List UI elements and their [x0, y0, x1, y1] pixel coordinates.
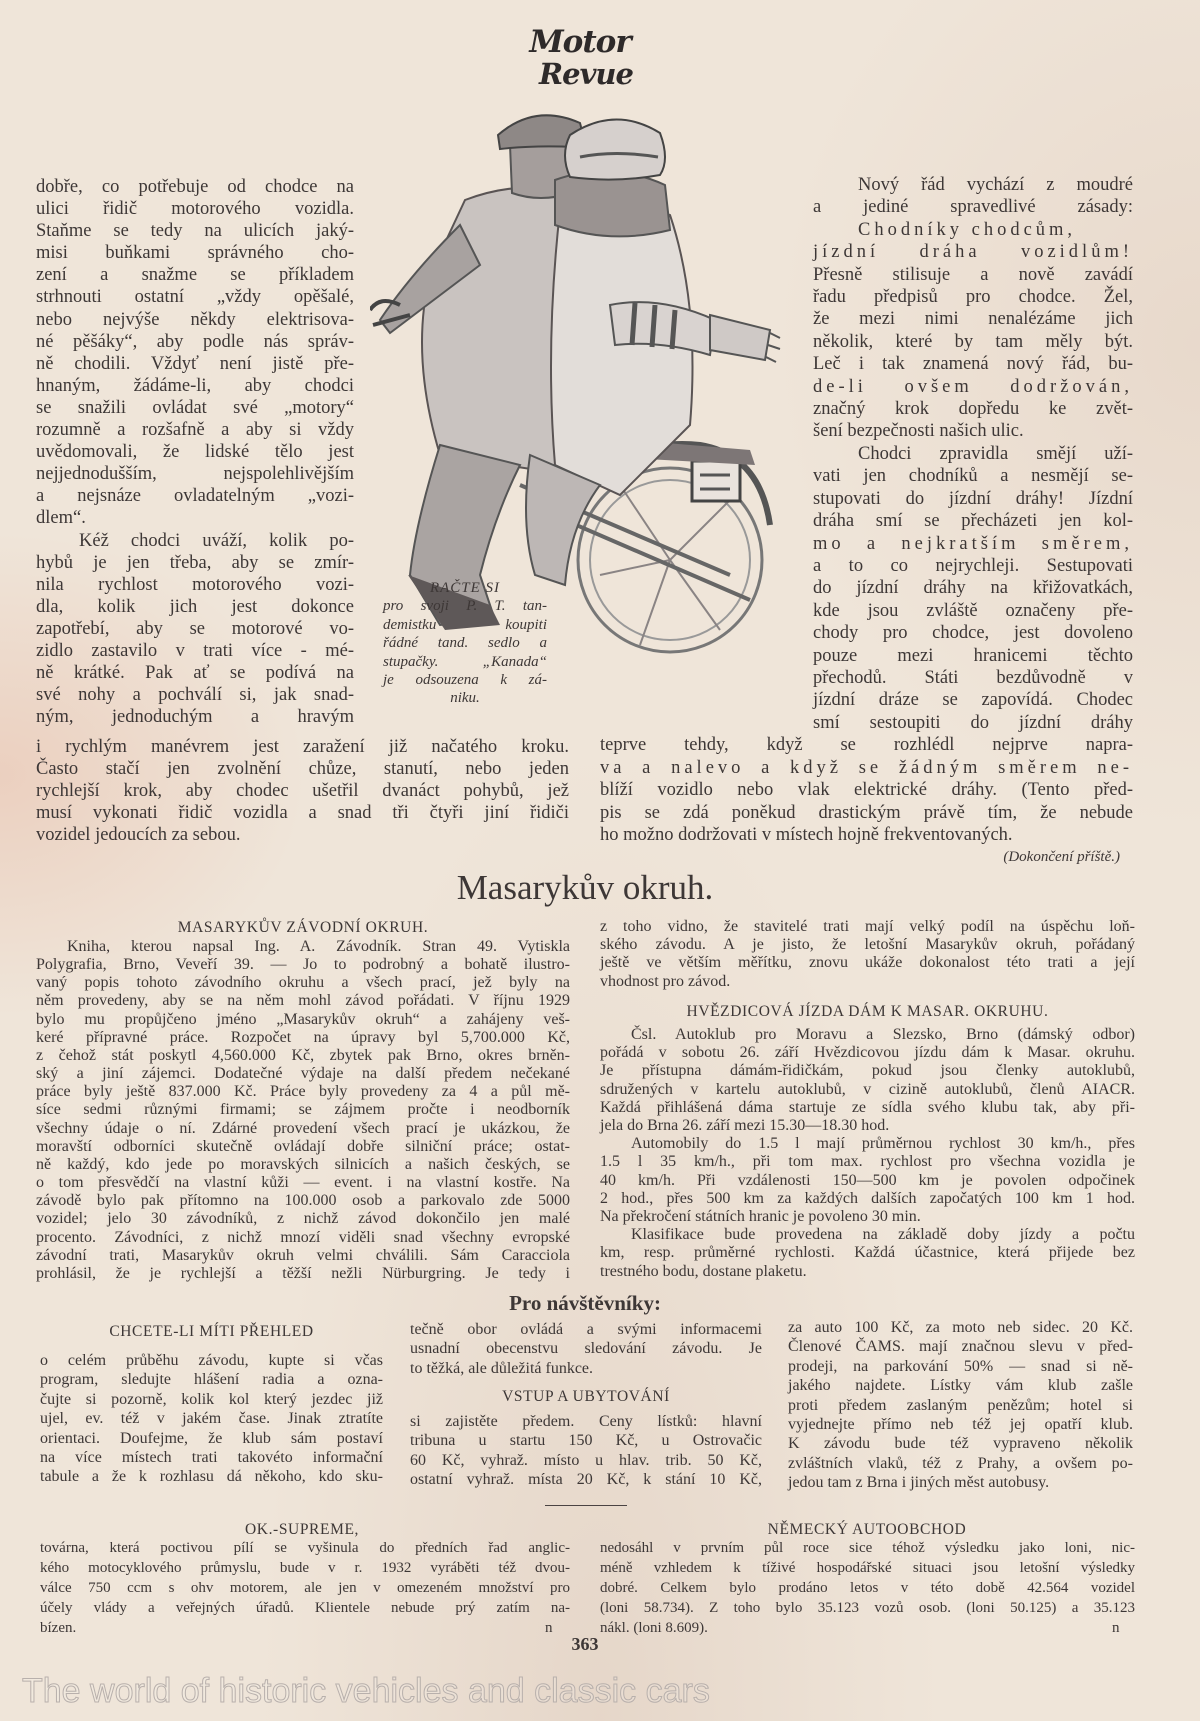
watermark-tagline: The world of historic vehicles and classic cars: [22, 1672, 710, 1710]
text-line: rozumně a rozšafně a aby si vždy: [36, 420, 354, 441]
text-line: bízen.: [40, 1620, 77, 1636]
text-line: hybů je jen třeba, aby se zmír-: [36, 552, 354, 573]
woman-hat: [565, 119, 665, 179]
text-line: hnaným, žádáme-li, aby chodci: [36, 375, 354, 396]
text-line: Na překročení státních hranic je povoleno 30 min.: [600, 1208, 921, 1226]
text-line: Automobily do 1.5 l mají průměrnou rychlost 30 km/h., přes: [631, 1135, 1135, 1153]
text-line: účely vlády a veřejných úřadů. Klientele nebude prý zatím na-: [40, 1600, 570, 1616]
text-line: 2 hod., přes 500 km za každých dalších započatých 100 km 1 hod.: [600, 1189, 1135, 1207]
text-line: niku.: [450, 690, 480, 707]
text-line: jedou tam z Brna i jiných měst autobusy.: [788, 1474, 1050, 1492]
text-line: šení bezpečnosti našich ulic.: [813, 421, 1024, 442]
text-line: z čehož stát poskytl 4,560.000 Kč, zbytek pak Brno, okres brněn-: [36, 1046, 570, 1064]
continuation-note: (Dokončení příště.): [1003, 849, 1120, 865]
text-line: nedosáhl v prvním půl roce sice téhož výsledku jako loni, nic-: [600, 1540, 1135, 1556]
text-line: dla, kolik jich jest dokonce: [36, 596, 354, 617]
text-line: a to co nejrychleji. Sestupovati: [813, 555, 1133, 576]
text-line: orientaci. Doufejme, že klub sám postaví: [40, 1429, 383, 1447]
page-number: 363: [571, 1634, 599, 1654]
text-line: si zajistěte předem. Ceny lístků: hlavní: [410, 1413, 762, 1430]
text-line: vhodnost pro závod.: [600, 972, 731, 990]
text-line: ský a jiní zájemci. Dodatečné výdaje na další předem nečekané: [36, 1065, 570, 1083]
text-line: je odsouzena k zá-: [383, 672, 547, 689]
text-line: pořádá v sobotu 26. září Hvězdicovou jízdu dám k Masar. okruhu.: [600, 1044, 1135, 1062]
fur-collar: [555, 171, 670, 236]
text-line: de-li ovšem dodržován,: [813, 376, 1133, 397]
license-plate: [692, 461, 740, 501]
text-line: ulici řidič motorového vozidla.: [36, 199, 354, 220]
text-line: kde jsou zvláště označeny pře-: [813, 600, 1133, 621]
text-line: všechny údaje o ní. Zdárné provedení všech prací je ukázkou, že: [36, 1119, 570, 1137]
caption-heading: RAČTE SI: [429, 580, 501, 596]
text-line: Chodníky chodcům,: [858, 219, 1077, 240]
text-line: ského závodu. A je jisto, že letošní Masarykův okruh, pořádaný: [600, 936, 1135, 954]
text-line: vozidel jedoucích za sebou.: [36, 825, 241, 845]
scarf: [710, 315, 780, 362]
text-line: procento. Závodníci, z nichž mnozí viděli snad všechny evropské: [36, 1228, 570, 1246]
text-line: Staňme se tedy na ulicích jaký-: [36, 221, 354, 242]
text-line: Členové ČAMS. mají značnou slevu v před-: [788, 1338, 1133, 1356]
text-line: 60 Kč, vyhraž. místo u hlav. trib. 50 Kč,: [410, 1451, 762, 1469]
text-line: musí vykonati řidič vozidla a snad tři čtyři jiní řidiči: [36, 803, 569, 823]
text-line: válce 750 ccm s ohv motorem, ale jen v omezeném množství pro: [40, 1580, 570, 1596]
text-line: své nohy a pochválí si, jak snad-: [36, 685, 354, 706]
text-line: a jediné spravedlivé zásady:: [813, 197, 1133, 218]
text-line: bylo mu propůjčeno jméno „Masarykův okruh“ a zahájeny veš-: [36, 1010, 570, 1028]
text-line: proti předem zaslaným penězům; hotel si: [788, 1396, 1133, 1414]
german-trade-heading: NĚMECKÝ AUTOOBCHOD: [767, 1521, 967, 1538]
text-line: Kniha, kterou napsal Ing. A. Závodník. Stran 49. Vytiskla: [67, 938, 570, 955]
text-line: Je přístupna dámám-řidičkám, pokud jsou členky autoklubů,: [600, 1062, 1135, 1080]
text-line: (loni 58.734). Z toho bylo 35.123 vozů osob. (loni 50.125) a 35.123: [600, 1600, 1135, 1616]
text-line: o celém průběhu závodu, kupte si včas: [40, 1352, 383, 1369]
text-line: ným, jednoduchým a hravým: [36, 707, 354, 728]
overview-heading: CHCETE-LI MÍTI PŘEHLED: [109, 1323, 314, 1340]
logo-line-2: Revue: [539, 57, 633, 91]
text-line: z toho vidno, že stavitelé trati mají velký podíl na úspěchu loň-: [600, 918, 1135, 935]
text-line: Chodci zpravidla smějí uží-: [858, 443, 1133, 464]
section-divider: [545, 1505, 627, 1506]
text-line: ještě ve větším měřítku, znovu ukáže dokonalost této trati a její: [600, 954, 1135, 972]
entry-text: [410, 1412, 762, 1490]
text-line: dlem“.: [36, 508, 86, 529]
text-line: Často stačí jen zvolnění chůze, stanutí, nebo jeden: [36, 759, 569, 779]
text-line: vaný popis tohoto závodního okruhu a všech prací, jež byly na: [36, 974, 570, 992]
german-trade-text: [600, 1538, 1135, 1638]
text-line: Klasifikace bude provedena na základě doby jízdy a počtu: [631, 1226, 1135, 1244]
logo-line-1: Motor: [529, 24, 631, 60]
text-line: sdružených v kartelu autoklubů, v cizině autoklubů, členů AIACR.: [600, 1080, 1135, 1098]
text-line: prodeji, na parkování 50% — snad si ně-: [788, 1357, 1133, 1375]
text-line: keré přípravné práce. Rozpočet na úpravy byl 5,700.000 Kč,: [36, 1028, 570, 1046]
ok-supreme-heading: OK.-SUPREME,: [245, 1521, 359, 1538]
text-line: 1.5 l 35 km/h., při tom max. rychlost pro všechna vozidla je: [600, 1153, 1135, 1171]
article-left-wide-lines: [36, 736, 569, 846]
text-line: nejjednodušším, nejspolehlivějším: [36, 464, 354, 485]
text-line: čujte si pozorně, kolik kol který jezdec již: [40, 1390, 383, 1408]
text-line: ho možno dodržovati v místech hojně frekventovaných.: [600, 825, 1013, 845]
german-trade-end-mark: n: [1112, 1620, 1120, 1636]
text-line: ně chodili. Vždyť není jistě pře-: [36, 353, 354, 374]
text-line: stupovati do jízdní dráhy! Jízdní: [813, 488, 1133, 509]
text-line: pro svoji P. T. tan-: [383, 598, 547, 615]
text-line: Přesně stilisuje a nově zavádí: [813, 264, 1133, 285]
text-line: né pěšáky“, aby podle nás správ-: [36, 331, 354, 352]
text-line: dobré. Celkem bylo prodáno letos v této době 42.564 vozidel: [600, 1580, 1135, 1596]
ladies-rally-heading: HVĚZDICOVÁ JÍZDA DÁM K MASAR. OKRUHU.: [686, 1003, 1049, 1020]
ok-supreme-end-mark: n: [545, 1620, 553, 1636]
text-line: méně vzhledem k tíživé hospodářské situaci jsou letošní výsledky: [600, 1560, 1135, 1576]
text-line: nila rychlost motorového vozi-: [36, 574, 354, 595]
text-line: za auto 100 Kč, za moto neb sidec. 20 Kč.: [788, 1319, 1133, 1336]
text-line: demistku koupiti: [383, 616, 547, 633]
woman-rider: [526, 119, 780, 585]
caption-text: [383, 597, 547, 707]
ok-supreme-text: [40, 1538, 570, 1638]
text-line: 40 km/h. Při vzdálenosti 150—500 km je povolen odpočinek: [600, 1171, 1135, 1189]
article-right-wide-lines: [600, 734, 1133, 847]
text-line: usnadní obecenstvu sledování závodu. Je: [410, 1340, 762, 1358]
text-line: chody pro chodce, jest dovoleno: [813, 623, 1133, 644]
text-line: ostatní vyhraž. místa 20 Kč, k stání 10 Kč,: [410, 1471, 762, 1489]
text-line: vati jen chodníků a nesmějí se-: [813, 466, 1133, 487]
text-line: Čsl. Autoklub pro Moravu a Slezsko, Brno (dámský odbor): [631, 1026, 1135, 1043]
text-line: řadu předpisů pro chodce. Žel,: [813, 287, 1133, 308]
text-line: pouze mezi hranicemi těchto: [813, 645, 1133, 666]
text-line: ně každý, kdo jede po moravských silnicích a našich českých, se: [36, 1155, 570, 1173]
text-line: Kéž chodci uváží, kolik po-: [79, 530, 354, 551]
text-line: závodní trati, Masarykův okruh velmi chválili. Sám Caracciola: [36, 1246, 570, 1264]
text-line: vyjednejte přímo neb též jej opatří klub.: [788, 1416, 1133, 1434]
entry-heading: VSTUP A UBYTOVÁNÍ: [502, 1388, 670, 1405]
text-line: že mezi nimi nenalézáme jich: [813, 309, 1133, 330]
text-line: K závodu bude též vypraveno několik: [788, 1435, 1133, 1453]
illustration-caption: [383, 579, 547, 708]
book-review-text-continued: [600, 918, 1135, 991]
text-line: řádné tand. sedlo a: [383, 635, 547, 652]
text-line: tabule a že k rozhlasu dá někoho, kdo sku-: [40, 1468, 383, 1486]
text-line: zení a snažme se příkladem: [36, 265, 354, 286]
text-line: mo a nejkratším směrem,: [813, 533, 1133, 554]
article-left-column: [36, 176, 354, 728]
text-line: jízdní dráze se zapovídá. Chodec: [813, 690, 1133, 711]
text-line: přechodů. Státi bezdůvodně v: [813, 667, 1133, 688]
text-line: Polygrafia, Brno, Veveří 39. — Jo to podrobný a bohatě ilustro-: [36, 956, 570, 974]
text-line: ujel, ev. též v jakém čase. Jinak ztratíte: [40, 1410, 383, 1428]
text-line: síce sedmi různými firmami; se zájmem pročte i neodborník: [36, 1101, 570, 1119]
ladies-rally-text: [600, 1026, 1135, 1281]
book-heading: MASARYKŮV ZÁVODNÍ OKRUH.: [177, 919, 429, 936]
text-line: stupačky. „Kanada“: [383, 653, 547, 670]
text-line: něm provedeny, aby se na něm mohl závod pořádati. V říjnu 1929: [36, 992, 570, 1010]
text-line: kého motocyklového průmyslu, bude v r. 1932 vyráběti též dvou-: [40, 1560, 570, 1576]
article-right-column: [813, 174, 1133, 734]
text-line: blíží vozidlo nebo vlak elektrické dráhy. (Tento před-: [600, 780, 1133, 800]
text-line: uvědomovali, že lidské tělo jest: [36, 442, 354, 463]
text-line: prohlásil, že je rychlejší a těžší nežli Nürburgring. Je tedy i: [36, 1264, 570, 1282]
text-line: práce byly ještě 837.000 Kč. Práce byly provedeny za 4 a půl mě-: [36, 1083, 570, 1101]
text-line: na více místech trati takovéto informační: [40, 1449, 383, 1467]
text-line: pis se zdá poněkud drastickým právě tím, že nebude: [600, 802, 1133, 823]
text-line: a nejsnáze ovladatelným „vozi-: [36, 486, 354, 507]
text-line: závodě bylo pak přítomno na 100.000 osob a parkovalo zde 5000: [36, 1192, 570, 1210]
text-line: misi buňkami správného cho-: [36, 243, 354, 264]
text-line: jakého najdete. Lístky vám klub zašle: [788, 1377, 1133, 1395]
motor-revue-logo: [505, 26, 655, 90]
text-line: zvláštních vlaků, též z Prahy, a ovšem po-: [788, 1454, 1133, 1472]
text-line: tribuna u startu 150 Kč, u Ostrovačic: [410, 1432, 762, 1450]
text-line: strhnouti ostatní „vždy opěšalé,: [36, 287, 354, 308]
text-line: ně krátké. Pak ať se podívá na: [36, 663, 354, 684]
text-line: tečně obor ovládá a svými informacemi: [410, 1321, 762, 1338]
text-line: jela do Brna 26. září mezi 15.30—18.30 hod.: [600, 1117, 890, 1135]
text-line: značný krok dopředu ke zvět-: [813, 399, 1133, 420]
text-line: program, sledujte hlášení radia a ozna-: [40, 1371, 383, 1389]
text-line: teprve tehdy, když se rozhlédl nejprve napra-: [600, 735, 1133, 755]
text-line: se snažili ovládat své „motory“: [36, 397, 354, 418]
text-line: km, resp. průměrné rychlosti. Každá účastnice, která přijede bez: [600, 1244, 1135, 1262]
text-line: to těžká, ale důležitá funkce.: [410, 1359, 594, 1377]
text-line: jízdní dráha vozidlům!: [813, 242, 1133, 263]
text-line: Každá přihlášená dáma startuje ze sídla svého klubu tak, aby při-: [600, 1098, 1135, 1116]
text-line: smí sestoupiti do jízdní dráhy: [813, 712, 1133, 733]
text-line: va a nalevo a když se žádným směrem ne-: [600, 757, 1133, 778]
text-line: Nový řád vychází z moudré: [858, 175, 1133, 195]
text-line: zidlo zastavilo v trati více - mé-: [36, 640, 354, 661]
overview-text: [40, 1351, 383, 1487]
text-line: o tom přesvědčí na vlastní kůži — event. i na vlastní kostře. Na: [36, 1174, 570, 1192]
text-line: několik, které by tam měly být.: [813, 331, 1133, 352]
text-line: zapotřebí, aby se motorové vo-: [36, 618, 354, 639]
section-title: Masarykův okruh.: [456, 868, 714, 907]
book-review-text: [36, 938, 570, 1283]
text-line: i rychlým manévrem jest zaražení již načatého kroku.: [36, 737, 569, 757]
text-line: nebo nejvýše někdy elektrisova-: [36, 309, 354, 330]
text-line: dobře, co potřebuje od chodce na: [36, 177, 354, 197]
entry-text-continued: [788, 1318, 1133, 1493]
text-line: trestného bodu, dostane plaketu.: [600, 1262, 807, 1280]
overview-text-continued: [410, 1320, 762, 1378]
text-line: továrna, která poctivou pílí se vyšinula do předních řad anglic-: [40, 1540, 570, 1556]
text-line: moravští odborníci skutečně ovládají dobře silniční práce; ostat-: [36, 1137, 570, 1155]
text-line: Leč i tak znamená nový řád, bu-: [813, 354, 1133, 375]
text-line: vozidel; jelo 30 závodníků, z nichž závod dokončilo jen malé: [36, 1210, 570, 1228]
visitors-title: Pro návštěvníky:: [509, 1291, 661, 1315]
text-line: rychlejší krok, aby chodec ušetřil dvanáct pohybů, jež: [36, 781, 569, 801]
text-line: nákl. (loni 8.609).: [600, 1620, 708, 1636]
text-line: dráha smí se přecházeti jen kol-: [813, 511, 1133, 532]
text-line: do jízdní dráhy na křižovatkách,: [813, 578, 1133, 599]
